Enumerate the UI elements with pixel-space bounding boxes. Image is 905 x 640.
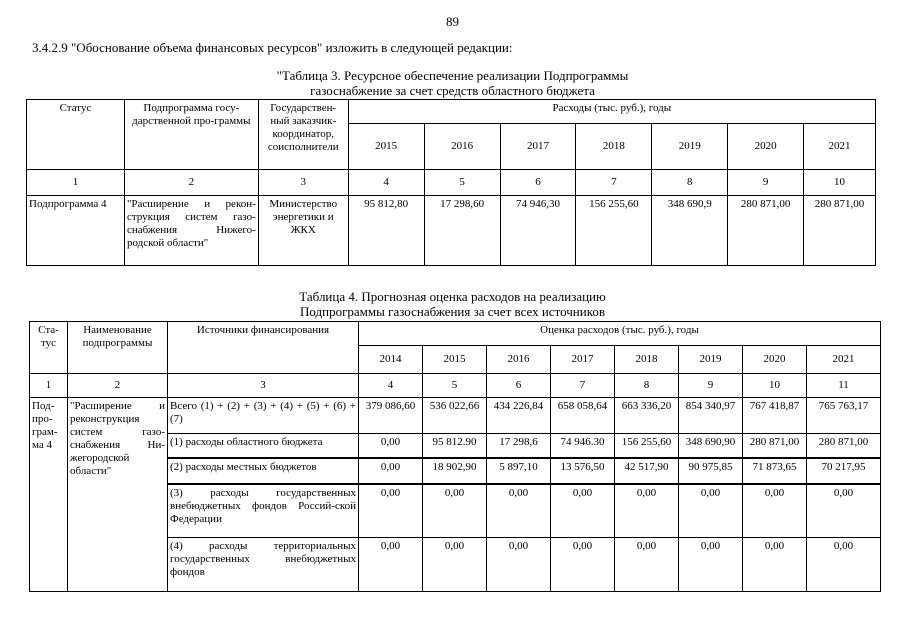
t4-year: 2016 (487, 346, 551, 374)
t4-source-local: (2) расходы местных бюджетов (168, 458, 359, 484)
t4-value: 0,00 (615, 484, 679, 538)
t4-value: 854 340,97 (679, 398, 743, 434)
t4-value: 0,00 (487, 484, 551, 538)
t4-value: 0,00 (551, 484, 615, 538)
t4-value: 74 946.30 (551, 434, 615, 458)
t4-value: 434 226,84 (487, 398, 551, 434)
t3-colnum: 1 (27, 170, 125, 196)
t4-colnum: 4 (359, 374, 423, 398)
t4-header-expenses: Оценка расходов (тыс. руб.), годы (359, 322, 881, 346)
t3-value: 74 946,30 (500, 196, 576, 266)
t4-year: 2021 (807, 346, 881, 374)
t4-value: 0,00 (743, 484, 807, 538)
t4-value: 0,00 (359, 434, 423, 458)
t3-year: 2015 (348, 124, 424, 170)
t3-colnum: 5 (424, 170, 500, 196)
t4-value: 0,00 (359, 484, 423, 538)
t4-value: 767 418,87 (743, 398, 807, 434)
t4-value: 0,00 (551, 538, 615, 592)
t4-value: 0,00 (615, 538, 679, 592)
t4-year: 2019 (679, 346, 743, 374)
t4-value: 0,00 (807, 484, 881, 538)
t3-colnum: 3 (258, 170, 348, 196)
t4-value: 0,00 (807, 538, 881, 592)
t4-value: 5 897,10 (487, 458, 551, 484)
t3-value: 280 871,00 (728, 196, 804, 266)
t4-value: 95 812.90 (423, 434, 487, 458)
t4-value: 0,00 (359, 538, 423, 592)
t3-year: 2021 (804, 124, 876, 170)
t3-value: 17 298,60 (424, 196, 500, 266)
t3-value: 348 690,9 (652, 196, 728, 266)
t4-year: 2014 (359, 346, 423, 374)
t4-year: 2020 (743, 346, 807, 374)
t4-value: 765 763,17 (807, 398, 881, 434)
t3-colnum: 6 (500, 170, 576, 196)
t3-colnum: 4 (348, 170, 424, 196)
t4-value: 13 576,50 (551, 458, 615, 484)
t4-value: 280 871,00 (743, 434, 807, 458)
table4 (29, 321, 881, 592)
t4-value: 280 871,00 (807, 434, 881, 458)
t3-value: 156 255,60 (576, 196, 652, 266)
t4-value: 348 690,90 (679, 434, 743, 458)
t4-value: 663 336,20 (615, 398, 679, 434)
page-number: 89 (446, 14, 459, 29)
t4-year: 2015 (423, 346, 487, 374)
t4-value: 70 217,95 (807, 458, 881, 484)
t4-subprogram-name: "Расширение и реконструкция систем газо-снабжения Ни-жегородской области" (68, 398, 168, 592)
t4-value: 0,00 (743, 538, 807, 592)
t3-colnum: 10 (804, 170, 876, 196)
t4-source-territorial-funds: (4) расходы территориальных государственных внебюджетных фондов (168, 538, 359, 592)
t4-value: 17 298,6 (487, 434, 551, 458)
table4-caption-line2: Подпрограммы газоснабжения за счет всех источников (299, 304, 605, 319)
t3-colnum: 8 (652, 170, 728, 196)
t3-year: 2018 (576, 124, 652, 170)
t4-colnum: 2 (68, 374, 168, 398)
t4-value: 0,00 (679, 484, 743, 538)
t3-year: 2020 (728, 124, 804, 170)
t3-value: 280 871,00 (804, 196, 876, 266)
t3-value: 95 812,80 (348, 196, 424, 266)
t4-value: 0,00 (423, 538, 487, 592)
t4-source-regional: (1) расходы областного бюджета (168, 434, 359, 458)
t3-year: 2017 (500, 124, 576, 170)
t3-year: 2016 (424, 124, 500, 170)
t4-colnum: 9 (679, 374, 743, 398)
t3-header-program: Подпрограмма госу-дарственной про-граммы (124, 100, 258, 170)
t4-header-name: Наименование подпрограммы (68, 322, 168, 374)
t4-value: 156 255,60 (615, 434, 679, 458)
t4-source-federal-funds: (3) расходы государственных внебюджетных фондов Россий-ской Федерации (168, 484, 359, 538)
table3-caption-line2: газоснабжение за счет средств областного бюджета (310, 83, 595, 98)
t4-source-total: Всего (1) + (2) + (3) + (4) + (5) + (6) + (7) (168, 398, 359, 434)
t4-year: 2018 (615, 346, 679, 374)
t3-colnum: 9 (728, 170, 804, 196)
table3 (26, 99, 876, 266)
t3-colnum: 7 (576, 170, 652, 196)
t4-value: 71 873,65 (743, 458, 807, 484)
t3-row-customer: Министерство энергетики и ЖКХ (258, 196, 348, 266)
t3-header-customer: Государствен-ный заказчик-координатор, соисполнители (258, 100, 348, 170)
table3-caption-line1: "Таблица 3. Ресурсное обеспечение реализации Подпрограммы (276, 68, 629, 83)
t4-value: 0,00 (487, 538, 551, 592)
t4-value: 42 517,90 (615, 458, 679, 484)
t4-status: Под-про-грам-ма 4 (30, 398, 68, 592)
t4-header-sources: Источники финансирования (168, 322, 359, 374)
t4-colnum: 11 (807, 374, 881, 398)
t4-value: 0,00 (423, 484, 487, 538)
t4-colnum: 10 (743, 374, 807, 398)
t3-row-program: "Расширение и рекон-струкция систем газо-снабжения Нижего-родской области" (124, 196, 258, 266)
t3-year: 2019 (652, 124, 728, 170)
table4-caption-line1: Таблица 4. Прогнозная оценка расходов на реализацию (299, 289, 606, 304)
t4-value: 536 022,66 (423, 398, 487, 434)
t4-value: 18 902,90 (423, 458, 487, 484)
t4-colnum: 8 (615, 374, 679, 398)
intro-text: 3.4.2.9 "Обоснование объема финансовых ресурсов" изложить в следующей редакции: (32, 40, 513, 55)
t4-colnum: 3 (168, 374, 359, 398)
t4-value: 379 086,60 (359, 398, 423, 434)
t4-colnum: 7 (551, 374, 615, 398)
t4-year: 2017 (551, 346, 615, 374)
t4-colnum: 6 (487, 374, 551, 398)
t4-value: 0,00 (679, 538, 743, 592)
t4-value: 0,00 (359, 458, 423, 484)
t3-header-expenses: Расходы (тыс. руб.), годы (348, 100, 875, 124)
t4-value: 90 975,85 (679, 458, 743, 484)
t3-colnum: 2 (124, 170, 258, 196)
t3-row-status: Подпрограмма 4 (27, 196, 125, 266)
t3-header-status: Статус (27, 100, 125, 170)
t4-colnum: 1 (30, 374, 68, 398)
t4-header-status: Ста-тус (30, 322, 68, 374)
t4-colnum: 5 (423, 374, 487, 398)
t4-value: 658 058,64 (551, 398, 615, 434)
